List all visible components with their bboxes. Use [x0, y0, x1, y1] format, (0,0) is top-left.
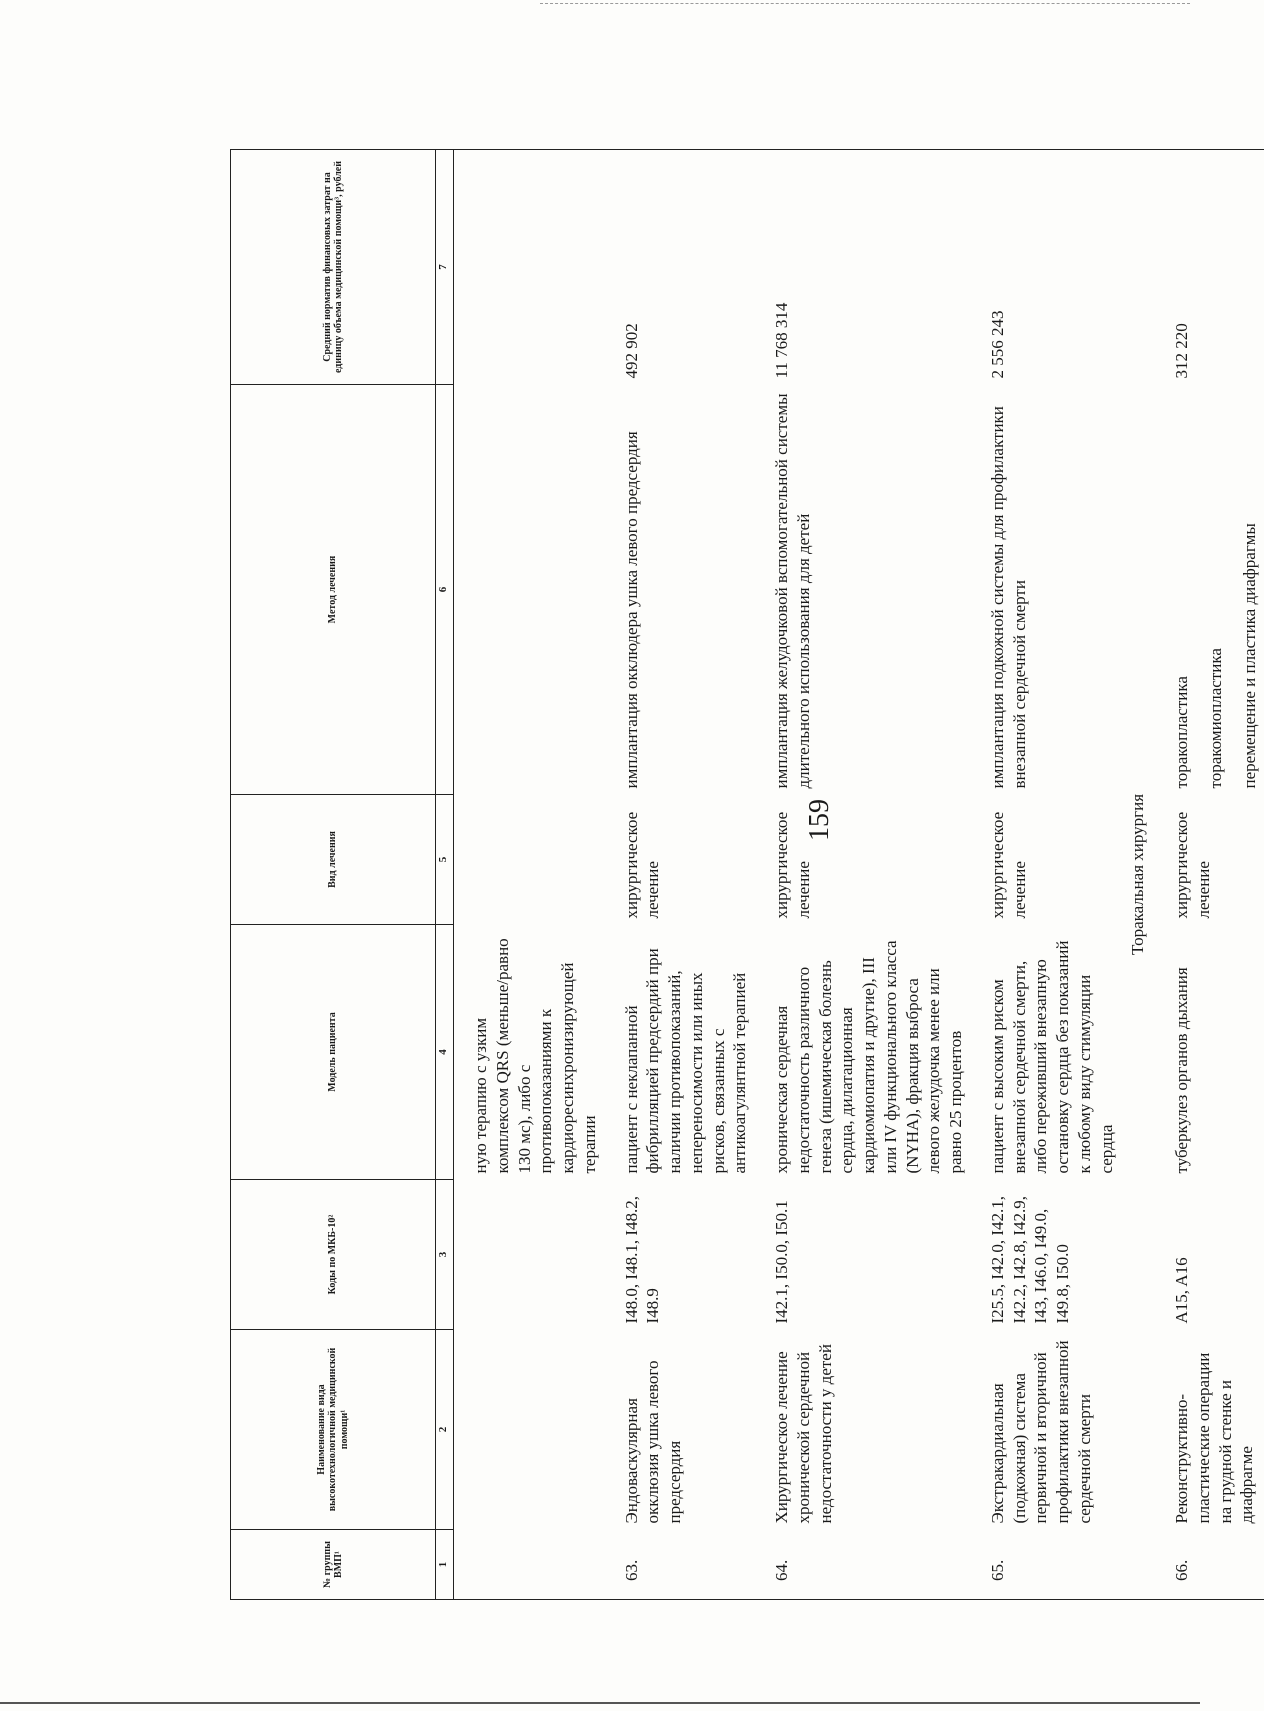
treatment-type-cell: хирургическое лечение — [772, 811, 813, 919]
vmp-name-cell: Хирургическое лечение хронической сердечной недостаточности у детей — [772, 1344, 835, 1524]
icd-codes-cell: A15, A16 — [1172, 1257, 1191, 1324]
patient-model-cell: хроническая сердечная недостаточность различного генеза (ишемическая болезнь сердца, дилатационная кардиомиопатия и другие), III или IV функционального класса (NYHA), фракция выброса левого желудочка менее или равно 25 процентов — [772, 940, 965, 1174]
table-row — [605, 150, 756, 1600]
treatment-method-cell: имплантация окклюдера ушка левого предсердия — [621, 431, 641, 789]
financial-norm-cell: 312 220 — [1155, 150, 1264, 385]
continuation-model-cell: ную терапию с узким комплексом QRS (меньше/равно 130 мс), либо с противопоказаниями к кардиоресинхронизирующей терапии — [471, 938, 599, 1174]
vmp-table — [230, 149, 1264, 1600]
treatment-method-cell: имплантация подкожной системы для профилактики внезапной сердечной смерти — [987, 406, 1029, 789]
scan-edge-top — [540, 3, 1190, 4]
table-row — [971, 150, 1122, 1600]
column-number-row — [436, 150, 454, 1600]
financial-norm-cell: 492 902 — [605, 150, 756, 385]
column-number: 7 — [436, 150, 454, 385]
patient-model-cell: пациент с неклапанной фибрилляцией предсердий при наличии противопоказаний, непереносимости или иных рисков, связанных с антикоагулянтной терапией — [621, 948, 750, 1174]
column-number: 4 — [436, 925, 454, 1180]
column-number: 5 — [436, 795, 454, 925]
vmp-name-cell: Экстракардиальная (подкожная) система первичной и вторичной профилактики внезапной сердечной смерти — [987, 1340, 1094, 1524]
treatment-method-cell — [1155, 385, 1264, 795]
patient-model-cell: пациент с высоким риском внезапной сердечной смерти, либо переживший внезапную остановку сердца без показаний к любому виду стимуляции сердца — [987, 940, 1116, 1174]
header-patient-model: Модель пациента — [231, 925, 436, 1180]
icd-codes-cell: I42.1, I50.0, I50.1 — [772, 1200, 791, 1324]
continuation-row — [454, 150, 605, 1600]
header-vmp-name: Наименование вида высокотехнологичной медицинской помощи¹ — [231, 1330, 436, 1530]
header-treatment-method: Метод лечения — [231, 385, 436, 795]
financial-norm-cell: 11 768 314 — [755, 150, 971, 385]
vmp-name-cell: Реконструктивно-пластические операции на грудной стенке и диафрагме — [1172, 1352, 1257, 1524]
column-number: 6 — [436, 385, 454, 795]
icd-codes-cell: I48.0, I48.1, I48.2, I48.9 — [621, 1196, 663, 1324]
header-group-number: № группы ВМП¹ — [231, 1530, 436, 1600]
treatment-type-cell: хирургическое лечение — [621, 811, 663, 919]
scan-edge-bottom — [0, 1702, 1200, 1704]
patient-model-cell: туберкулез органов дыхания — [1172, 967, 1191, 1174]
vmp-name-cell: Эндоваскулярная окклюзия ушка левого предсердия — [621, 1360, 684, 1524]
method-item: перемещение и пластика диафрагмы — [1239, 523, 1259, 789]
group-number-cell: 65. — [971, 1530, 1122, 1600]
treatment-type-cell: хирургическое лечение — [1172, 811, 1213, 919]
rotated-table-sheet — [230, 150, 1259, 1600]
column-number: 1 — [436, 1530, 454, 1600]
group-number-cell: 63. — [605, 1530, 756, 1600]
method-item: торакопластика — [1172, 676, 1191, 789]
header-treatment-type: Вид лечения — [231, 795, 436, 925]
column-number: 2 — [436, 1330, 454, 1530]
treatment-method-cell: имплантация желудочковой вспомогательной системы длительного использования для детей — [772, 393, 813, 789]
section-title: Торакальная хирургия — [1121, 150, 1155, 1600]
header-icd-codes: Коды по МКБ-10² — [231, 1180, 436, 1330]
icd-codes-cell: I25.5, I42.0, I42.1, I42.2, I42.8, I42.9, I43, I46.0, I49.0, I49.8, I50.0 — [987, 1196, 1072, 1324]
treatment-type-cell: хирургическое лечение — [987, 811, 1029, 919]
table-row — [755, 150, 971, 1600]
header-financial-norm: Средний норматив финансовых затрат на единицу объема медицинской помощи³, рублей — [231, 150, 436, 385]
column-number: 3 — [436, 1180, 454, 1330]
group-number-cell: 64. — [755, 1530, 971, 1600]
method-item: торакомиопластика — [1205, 648, 1225, 789]
group-number-cell: 66. — [1155, 1530, 1264, 1600]
table-row — [1155, 150, 1264, 1600]
header-row — [231, 150, 436, 1600]
financial-norm-cell: 2 556 243 — [971, 150, 1122, 385]
section-row — [1121, 150, 1155, 1600]
page-number: 159 — [804, 799, 835, 841]
